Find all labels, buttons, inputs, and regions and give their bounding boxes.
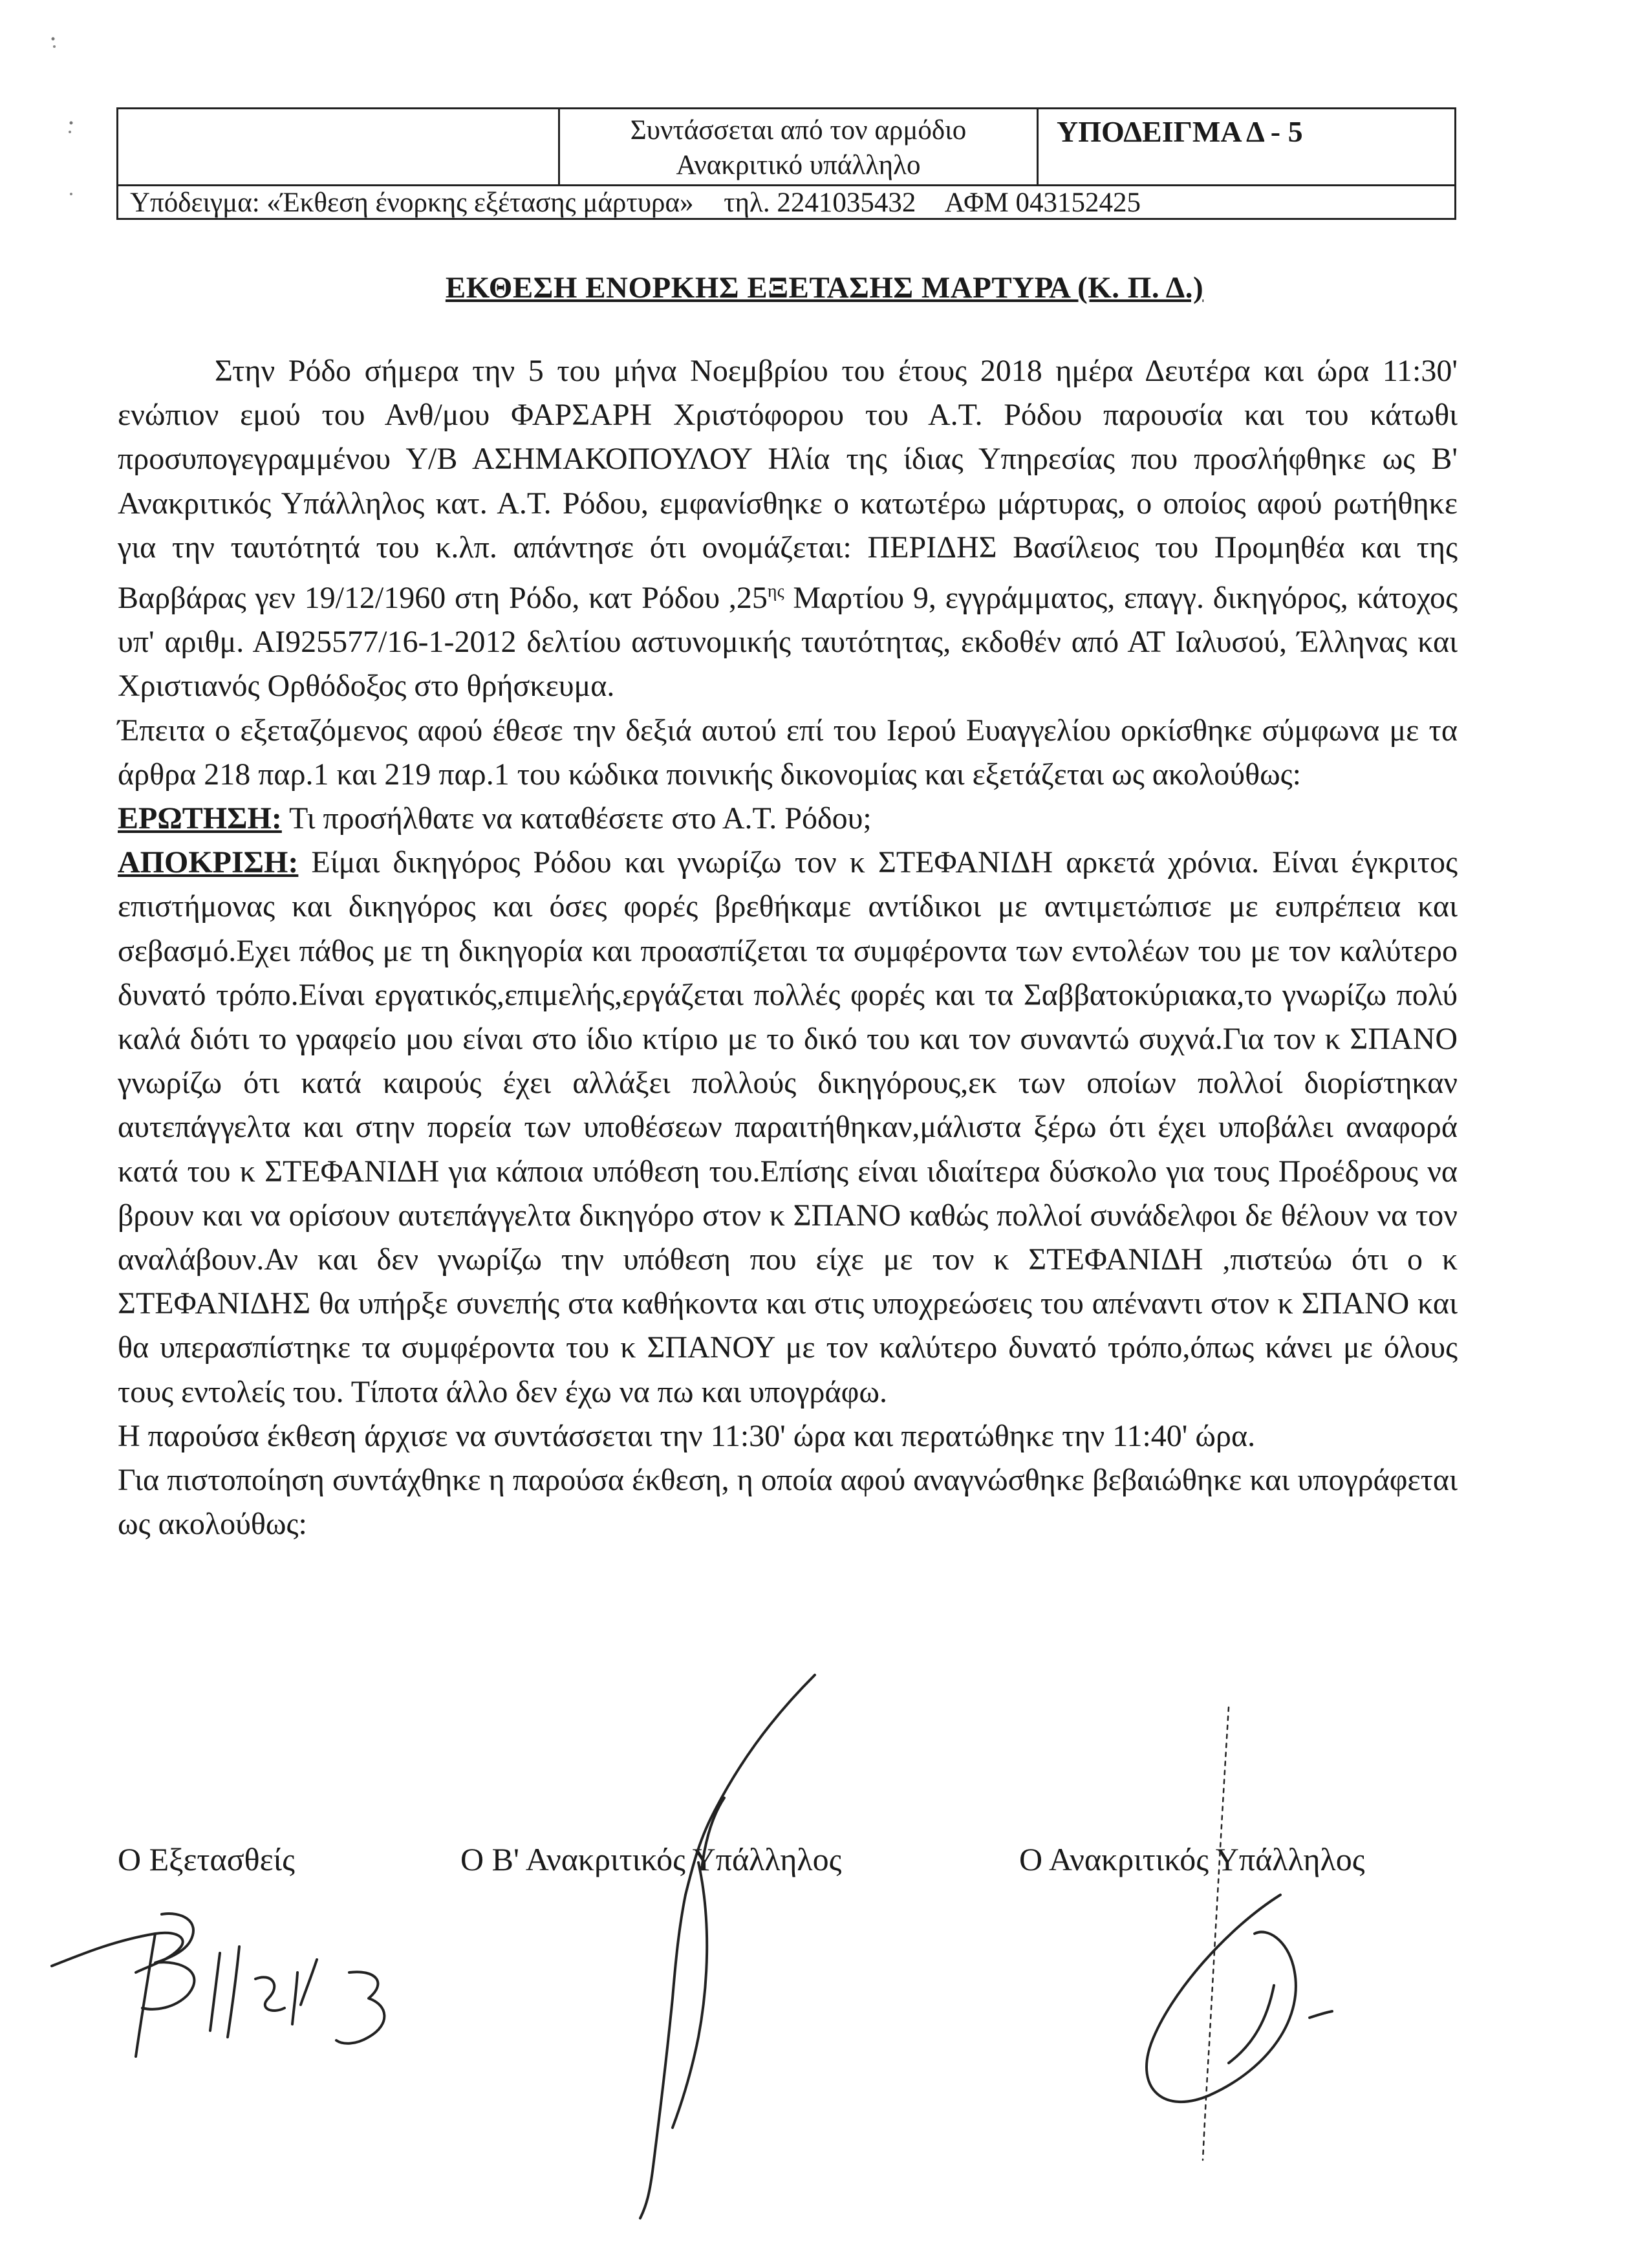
witness-signature [26, 1875, 427, 2069]
question-label: ΕΡΩΤΗΣΗ: [118, 801, 282, 836]
intro-text-1: Στην Ρόδο σήμερα την 5 του μήνα Νοεμβρίου του έτους 2018 ημέρα Δευτέρα και ώρα 11:30' ενώπιον εμού του Ανθ/μου ΦΑΡΣΑΡΗ Χριστόφορου του Α.Τ. Ρόδου παρουσία και του κάτωθι προσυπογεγραμμένου Υ/Β ΑΣΗΜΑΚΟΠΟΥΛΟΥ Ηλία της ίδιας Υπηρεσίας που προσλήφθηκε ως Β' Ανακριτικός Υπάλληλος κατ. Α.Τ. Ρόδου, εμφανίσθηκε ο κατωτέρω μάρτυρας, ο οποίος αφού ρωτήθηκε για την ταυτότητά του κ.λπ. απάντησε ότι ονομάζεται: ΠΕΡΙΔΗΣ Βασίλειος του Προμηθέα και της Βαρβάρας γεν 19/12/1960 στη Ρόδο, κατ Ρόδου ,25 [118, 354, 1458, 616]
vat-number: ΑΦΜ 043152425 [944, 188, 1141, 218]
assistant-officer-signature [556, 1649, 828, 2231]
assistant-officer-signature-label: Ο Β' Ανακριτικός Υπάλληλος [460, 1841, 842, 1877]
issuer-line-2: Ανακριτικό υπάλληλο [676, 150, 921, 180]
scan-marks [0, 0, 129, 259]
header-issuer-cell [560, 109, 1039, 184]
answer-paragraph [118, 841, 1458, 1414]
ordinal-suffix: ης [767, 581, 784, 602]
document-title: ΕΚΘΕΣΗ ΕΝΟΡΚΗΣ ΕΞΕΤΑΣΗΣ ΜΑΡΤΥΡΑ (Κ. Π. Δ.) [445, 271, 1204, 305]
model-label: ΥΠΟΔΕΙΓΜΑ Δ - 5 [1057, 115, 1303, 148]
phone-number: τηλ. 2241035432 [724, 188, 916, 218]
header-table [116, 107, 1456, 220]
certification-paragraph: Για πιστοποίηση συντάχθηκε η παρούσα έκθεση, η οποία αφού αναγνώσθηκε βεβαιώθηκε και υπογράφεται ως ακολούθως: [118, 1463, 1458, 1542]
officer-signature [1061, 1681, 1397, 2173]
question-paragraph [118, 797, 1458, 841]
question-text: Τι προσήλθατε να καταθέσετε στο Α.Τ. Ρόδου; [281, 801, 872, 836]
header-info-row [118, 184, 1454, 220]
template-name: Υπόδειγμα: «Έκθεση ένορκης εξέτασης μάρτυρα» [130, 188, 694, 218]
intro-paragraph [118, 349, 1458, 709]
issuer-line-1: Συντάσσεται από τον αρμόδιο [630, 115, 967, 146]
answer-label: ΑΠΟΚΡΙΣΗ: [118, 845, 299, 880]
oath-paragraph: Έπειτα ο εξεταζόμενος αφού έθεσε την δεξιά αυτού επί του Ιερού Ευαγγελίου ορκίσθηκε σύμφωνα με τα άρθρα 218 παρ.1 και 219 παρ.1 του κώδικα ποινικής δικονομίας και εξετάζεται ως ακολούθως: [118, 713, 1458, 792]
answer-text: Είμαι δικηγόρος Ρόδου και γνωρίζω τον κ ΣΤΕΦΑΝΙΔΗ αρκετά χρόνια. Είναι έγκριτος επιστήμονας και δικηγόρος και όσες φορές βρεθήκαμε αντίδικοι με αντιμετώπισε με ευπρέπεια και σεβασμό.Εχει πάθος με τη δικηγορία και προασπίζεται τα συμφέροντα των εντολέων του με τον καλύτερο δυνατό τρόπο.Είναι εργατικός,επιμελής,εργάζεται πολλές φορές και τα Σαββατοκύριακα,το γνωρίζω πολύ καλά διότι το γραφείο μου είναι στο ίδιο κτίριο με το δικό του και τον συναντώ συχνά.Για τον κ ΣΠΑΝΟ γνωρίζω ότι κατά καιρούς έχει αλλάξει πολλούς δικηγόρους,εκ των οποίων πολλοί διορίστηκαν αυτεπάγγελτα και στην πορεία των υποθέσεων παραιτήθηκαν,μάλιστα ξέρω ότι έχει υποβάλει αναφορά κατά του κ ΣΤΕΦΑΝΙΔΗ για κάποια υπόθεση του.Επίσης είναι ιδιαίτερα δύσκολο για τους Προέδρους να βρουν και να ορίσουν αυτεπάγγελτα δικηγόρο στον κ ΣΠΑΝΟ καθώς πολλοί συνάδελφοι δε θέλουν να τον αναλάβουν.Αν και δεν γνωρίζω την υπόθεση που είχε με τον κ ΣΤΕΦΑΝΙΔΗ ,πιστεύω ότι ο κ ΣΤΕΦΑΝΙΔΗΣ θα υπήρξε συνεπής στα καθήκοντα και στις υποχρεώσεις του απέναντι στον κ ΣΠΑΝΟ και θα υπερασπίστηκε τα συμφέροντα του κ ΣΠΑΝΟΥ με τον καλύτερο δυνατό τρόπο,όπως κάνει με όλους τους εντολείς του. Τίποτα άλλο δεν έχω να πω και υπογράφω. [118, 845, 1458, 1409]
header-empty-cell [118, 109, 560, 184]
witness-signature-label: Ο Εξετασθείς [118, 1841, 295, 1877]
intro-text-2: Μαρτίου 9, εγγράμματος, επαγγ. δικηγόρος, κάτοχος υπ' αριθμ. ΑΙ925577/16-1-2012 δελτίου αστυνομικής ταυτότητας, εκδοθέν από ΑΤ Ιαλυσού, Έλληνας και Χριστιανός Ορθόδοξος στο θρήσκευμα. [118, 581, 1458, 704]
document-body [118, 349, 1458, 1546]
closing-time-paragraph: Η παρούσα έκθεση άρχισε να συντάσσεται την 11:30' ώρα και περατώθηκε την 11:40' ώρα. [118, 1418, 1256, 1453]
officer-signature-label: Ο Ανακριτικός Υπάλληλος [1019, 1841, 1365, 1877]
